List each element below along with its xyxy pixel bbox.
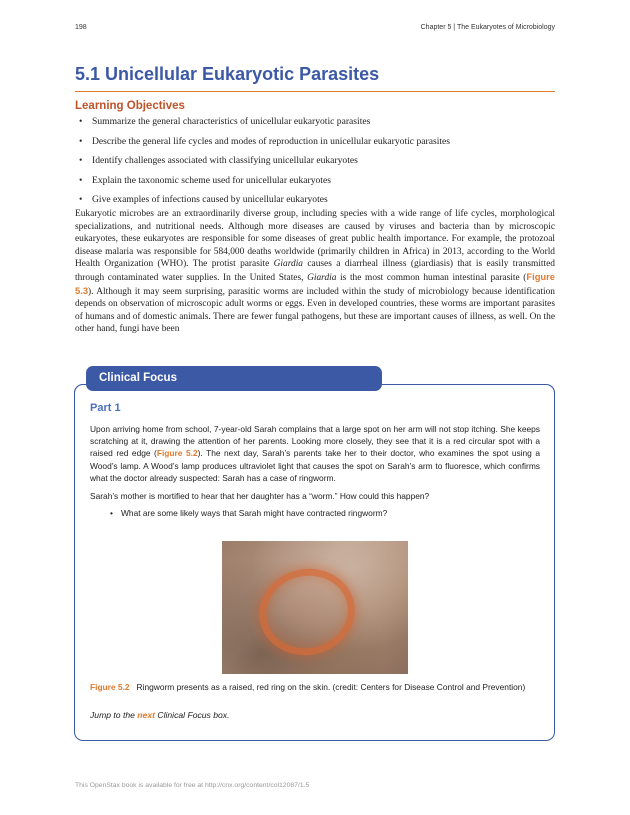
clinical-paragraph-1 [90, 423, 540, 484]
objective-item: • Identify challenges associated with classifying unicellular eukaryotes [75, 155, 555, 167]
italic-giardia: Giardia [307, 272, 337, 283]
learning-objectives-heading: Learning Objectives [75, 100, 185, 112]
section-title: 5.1 Unicellular Eukaryotic Parasites [75, 64, 555, 92]
clinical-questions [90, 507, 540, 519]
jump-text: Jump to the [90, 710, 138, 720]
jump-link-line [90, 710, 229, 720]
chapter-header: Chapter 5 | The Eukaryotes of Microbiology [420, 24, 555, 31]
figure-label: Figure 5.2 [90, 682, 130, 692]
part-heading: Part 1 [90, 402, 121, 414]
intro-text: is the most common human intestinal parasite ( [336, 272, 527, 283]
intro-text: causes a diarrheal illness (giardiasis) that is easily transmitted through contaminated water supplies. In the United States, [75, 259, 555, 283]
objective-item: • Describe the general life cycles and modes of reproduction in unicellular eukaryotic parasites [75, 136, 555, 148]
page-number: 198 [75, 24, 87, 31]
objective-item: • Summarize the general characteristics of unicellular eukaryotic parasites [75, 116, 555, 128]
question-item: • What are some likely ways that Sarah might have contracted ringworm? [90, 507, 540, 519]
figure-caption [90, 682, 540, 694]
figure-5-3-link[interactable]: Figure 5.3 [75, 270, 556, 296]
footer-note: This OpenStax book is available for free at http://cnx.org/content/col12087/1.5 [75, 782, 310, 789]
clinical-paragraph-2: Sarah’s mother is mortified to hear that her daughter has a “worm.” How could this happen? [90, 491, 430, 501]
intro-text: ). Although it may seem surprising, parasitic worms are included within the study of microbiology because identification depends on observation of microscopic adult worms or eggs. Even in developed countries, these worms are important parasites of humans and of domestic animals. There are fewer fungal pathogens, but these are important causes of illness, as well. On the other hand, fungi have been [75, 286, 555, 335]
clinical-focus-tab: Clinical Focus [86, 366, 382, 391]
objective-item: • Give examples of infections caused by unicellular eukaryotes [75, 194, 555, 206]
box-corner-right [535, 384, 555, 404]
objective-item: • Explain the taxonomic scheme used for unicellular eukaryotes [75, 175, 555, 187]
learning-objectives-list [75, 116, 555, 214]
figure-5-2-link[interactable]: Figure 5.2 [156, 448, 198, 459]
caption-text: Ringworm presents as a raised, red ring on the skin. (credit: Centers for Disease Control and Prevention) [136, 682, 526, 692]
clinical-text: Upon arriving home from school, 7-year-old Sarah complains that a large spot on her arm will not stop itching. She keeps scratching at it, drawing the attention of her parents. Looking more closely, they see that it is a red circular spot with a raised red edge ( [90, 424, 540, 459]
jump-text: Clinical Focus box. [154, 710, 230, 720]
italic-giardia: Giardia [273, 259, 303, 270]
ringworm-photo [222, 541, 408, 674]
intro-text: Eukaryotic microbes are an extraordinarily diverse group, including species with a wide range of life cycles, morphological specializations, and nutritional needs. Although more diseases are caused by viruses and bacteria than by microscopic eukaryotes, these eukaryotes are responsible for some diseases of great public health importance. For example, the protozoal disease malaria was responsible for 584,000 deaths worldwide (primarily children in Africa) in 2013, according to the World Health Organization (WHO). The protist parasite [75, 209, 555, 270]
intro-paragraph [75, 208, 555, 336]
next-clinical-focus-link[interactable]: next [137, 710, 155, 720]
clinical-text: ). The next day, Sarah’s parents take her to their doctor, who examines the spot using a Wood’s lamp. A Wood’s lamp produces ultraviolet light that causes the spot on Sarah’s arm to fluoresce, which confirms what the doctor already suspected: Sarah has a case of ringworm. [90, 448, 540, 483]
box-top-border [382, 384, 546, 385]
